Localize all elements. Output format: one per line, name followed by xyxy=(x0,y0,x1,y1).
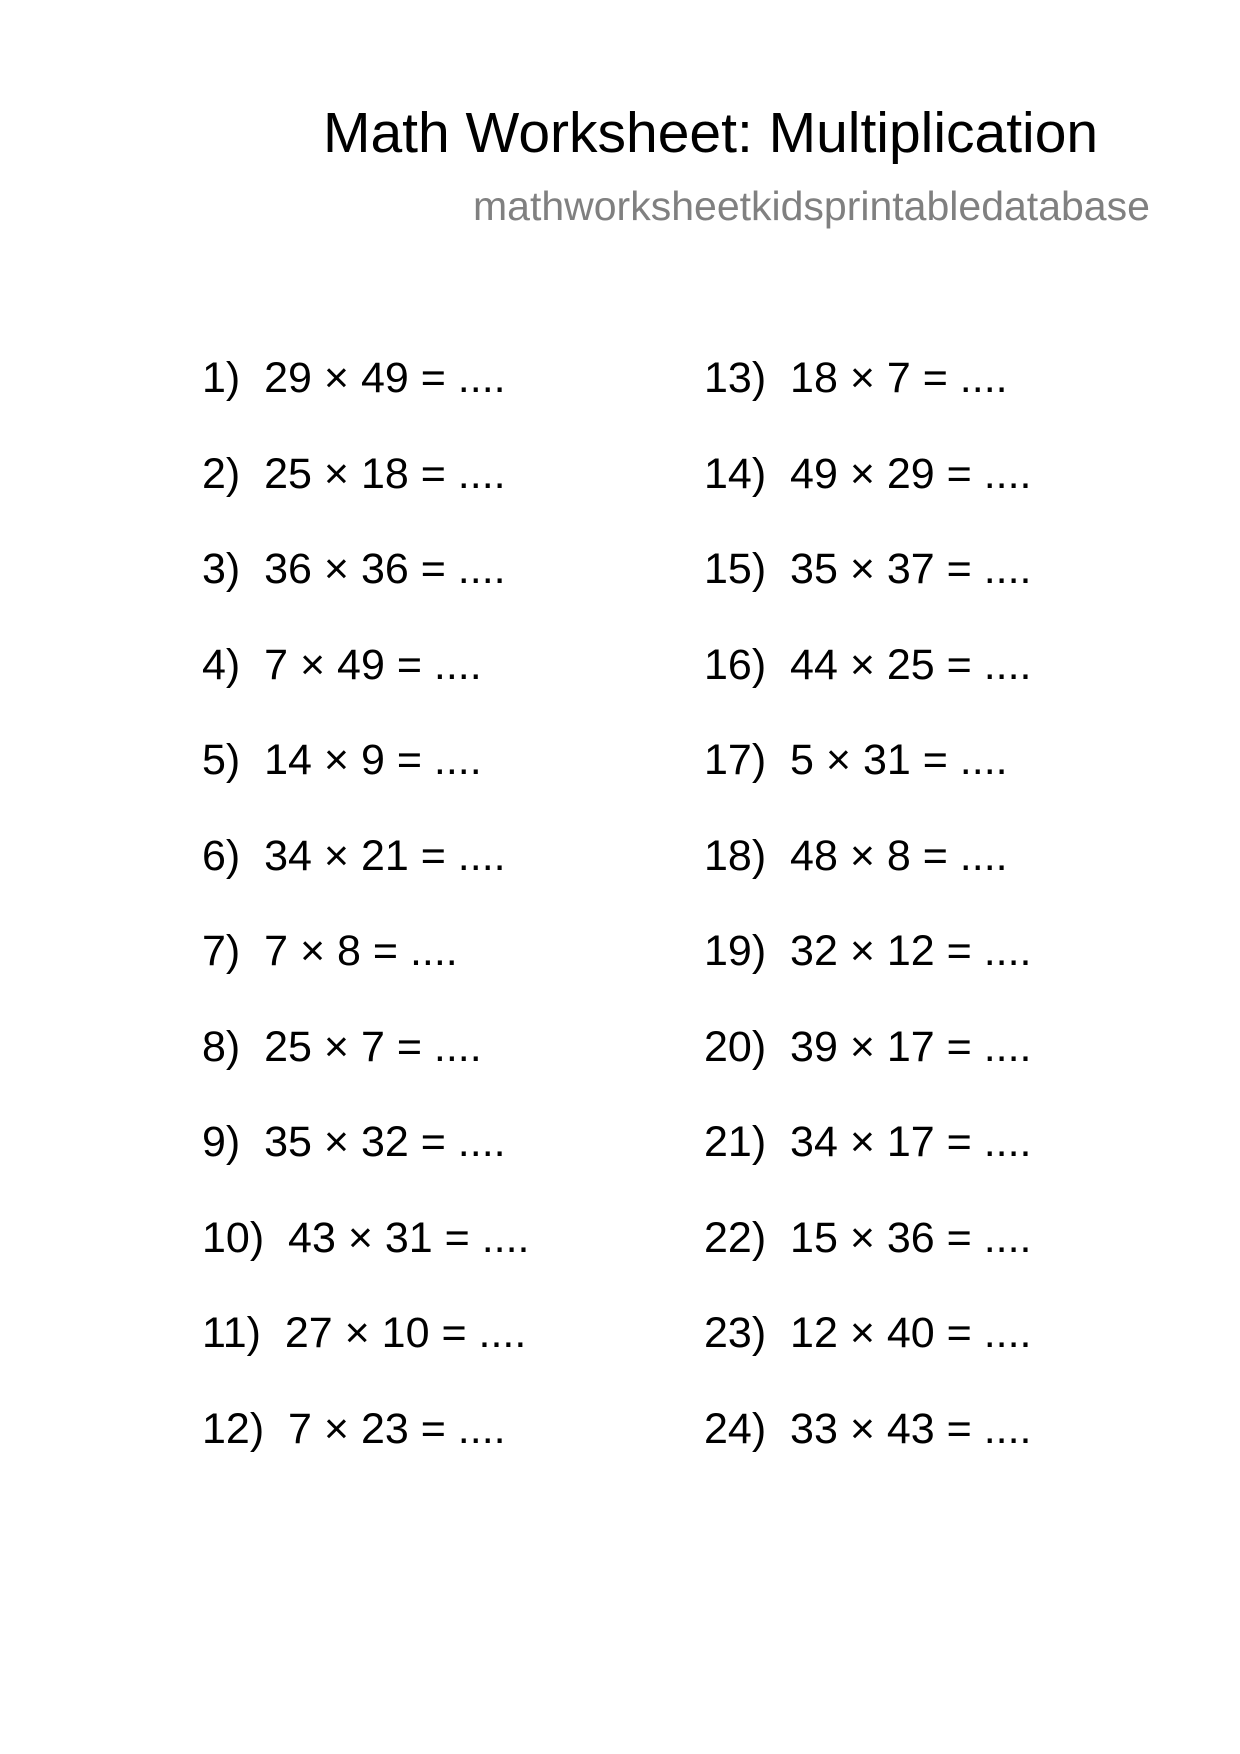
problem-item: 20) 39 × 17 = .... xyxy=(704,1022,1032,1071)
problem-item: 10) 43 × 31 = .... xyxy=(202,1213,530,1262)
problem-item: 11) 27 × 10 = .... xyxy=(202,1309,527,1357)
worksheet-title: Math Worksheet: Multiplication xyxy=(323,101,1099,165)
problem-item: 3) 36 × 36 = .... xyxy=(202,545,506,593)
problem-item: 19) 32 × 12 = .... xyxy=(704,927,1032,975)
problem-item: 22) 15 × 36 = .... xyxy=(704,1213,1032,1262)
problem-item: 2) 25 × 18 = .... xyxy=(202,449,506,498)
problem-column-left xyxy=(202,352,530,1498)
problem-item: 24) 33 × 43 = .... xyxy=(704,1404,1032,1453)
problem-item: 17) 5 × 31 = .... xyxy=(704,736,1008,784)
problem-item: 21) 34 × 17 = .... xyxy=(704,1118,1032,1166)
problem-item: 7) 7 × 8 = .... xyxy=(202,927,458,975)
problem-item: 1) 29 × 49 = .... xyxy=(202,354,506,402)
problem-item: 13) 18 × 7 = .... xyxy=(704,354,1008,402)
problem-item: 15) 35 × 37 = .... xyxy=(704,545,1032,593)
problem-item: 6) 34 × 21 = .... xyxy=(202,831,506,880)
problem-item: 5) 14 × 9 = .... xyxy=(202,736,482,784)
problem-item: 16) 44 × 25 = .... xyxy=(704,640,1032,689)
problem-item: 12) 7 × 23 = .... xyxy=(202,1404,506,1453)
problem-column-right xyxy=(704,352,1032,1498)
problem-item: 14) 49 × 29 = .... xyxy=(704,449,1032,498)
problem-item: 18) 48 × 8 = .... xyxy=(704,831,1008,880)
problem-item: 8) 25 × 7 = .... xyxy=(202,1022,482,1071)
problem-item: 9) 35 × 32 = .... xyxy=(202,1118,506,1166)
worksheet-source: mathworksheetkidsprintabledatabase xyxy=(473,183,1150,229)
problem-item: 4) 7 × 49 = .... xyxy=(202,640,482,689)
problem-item: 23) 12 × 40 = .... xyxy=(704,1309,1032,1357)
